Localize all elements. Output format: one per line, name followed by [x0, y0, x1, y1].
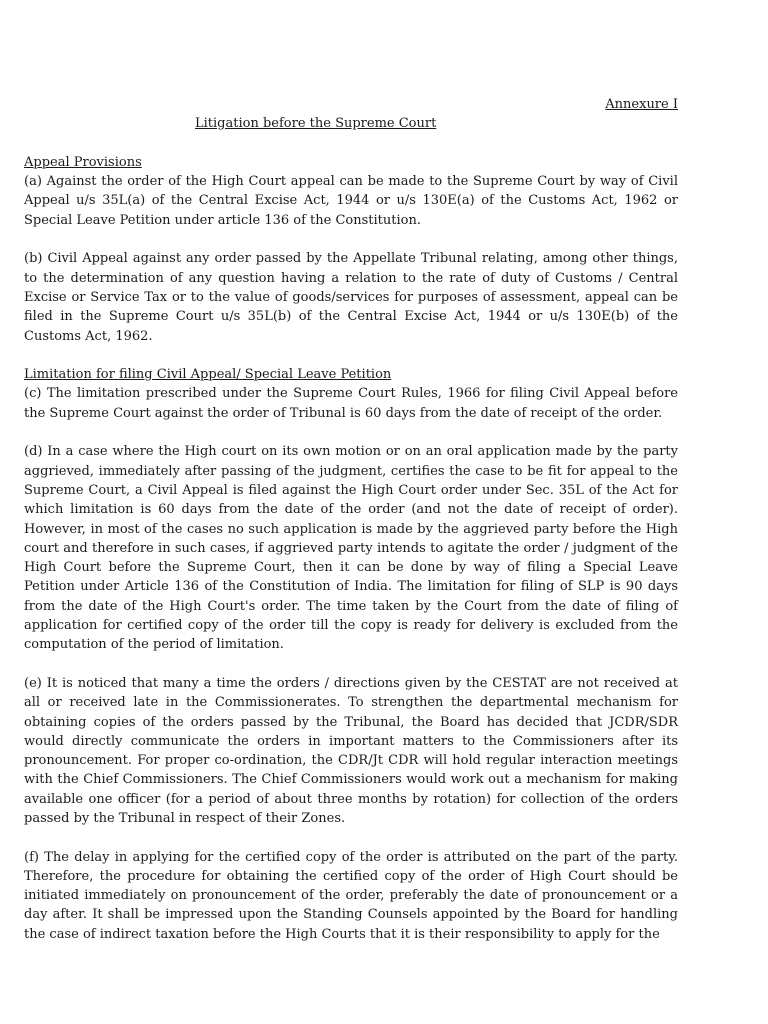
spacer [24, 346, 678, 365]
paragraph-a: (a) Against the order of the High Court appeal can be made to the Supreme Court by way of Civil Appeal u/s 35L(a) of the Central Excise Act, 1944 or u/s 130E(a) of the Customs Act, 1962 or Special Leave Petition under article 136 of the Constitution. [24, 174, 678, 228]
spacer [24, 230, 678, 249]
paragraph-f: (f) The delay in applying for the certified copy of the order is attributed on the part of the party. Therefore, the procedure for obtaining the certified copy of the order of High Court should be initiated immediately on pronouncement of the order, preferably the date of pronouncement or a day after. It shall be impressed upon the Standing Counsels appointed by the Board for handling the case of indirect taxation before the High Courts that it is their responsibility to apply for the [24, 849, 678, 942]
spacer [24, 655, 678, 674]
limitation-heading: Limitation for filing Civil Appeal/ Special Leave Petition [24, 367, 392, 383]
paragraph-e: (e) It is noticed that many a time the orders / directions given by the CESTAT are not received at all or received late in the Commissionerates. To strengthen the departmental mechanism for obtaining copies of the orders passed by the Tribunal, the Board has decided that JCDR/SDR would directly communicate the orders in important matters to the Commissioners after its pronouncement. For proper co-ordination, the CDR/Jt CDR will hold regular interaction meetings with the Chief Commissioners. The Chief Commissioners would work out a mechanism for making available one officer (for a period of about three months by rotation) for collection of the orders passed by the Tribunal in respect of their Zones. [24, 675, 678, 826]
document-title: Litigation before the Supreme Court [195, 116, 437, 132]
document-page [24, 95, 678, 944]
annexure-label: Annexure I [605, 97, 678, 112]
paragraph-b: (b) Civil Appeal against any order passed by the Appellate Tribunal relating, among other things, to the determination of any question having a relation to the rate of duty of Customs / Central Excise or Service Tax or to the value of goods/services for purposes of assessment, appeal can be filed in the Supreme Court u/s 35L(b) of the Central Excise Act, 1944 or u/s 130E(b) of the Customs Act, 1962. [24, 251, 678, 344]
spacer [24, 134, 678, 153]
spacer [24, 423, 678, 442]
paragraph-c: (c) The limitation prescribed under the Supreme Court Rules, 1966 for filing Civil Appeal before the Supreme Court against the order of Tribunal is 60 days from the date of receipt of the order. [24, 386, 678, 421]
spacer [24, 828, 678, 847]
appeal-provisions-heading: Appeal Provisions [24, 154, 142, 170]
paragraph-d: (d) In a case where the High court on its own motion or on an oral application made by the party aggrieved, immediately after passing of the judgment, certifies the case to be fit for appeal to the Supreme Court, a Civil Appeal is filed against the High Court order under Sec. 35L of the Act for which limitation is 60 days from the date of the order (and not the date of receipt of order). However, in most of the cases no such application is made by the aggrieved party before the High court and therefore in such cases, if aggrieved party intends to agitate the order / judgment of the High Court before the Supreme Court, then it can be done by way of filing a Special Leave Petition under Article 136 of the Constitution of India. The limitation for filing of SLP is 90 days from the date of the High Court's order. The time taken by the Court from the date of filing of application for certified copy of the order till the copy is ready for delivery is excluded from the computation of the period of limitation. [24, 444, 678, 653]
